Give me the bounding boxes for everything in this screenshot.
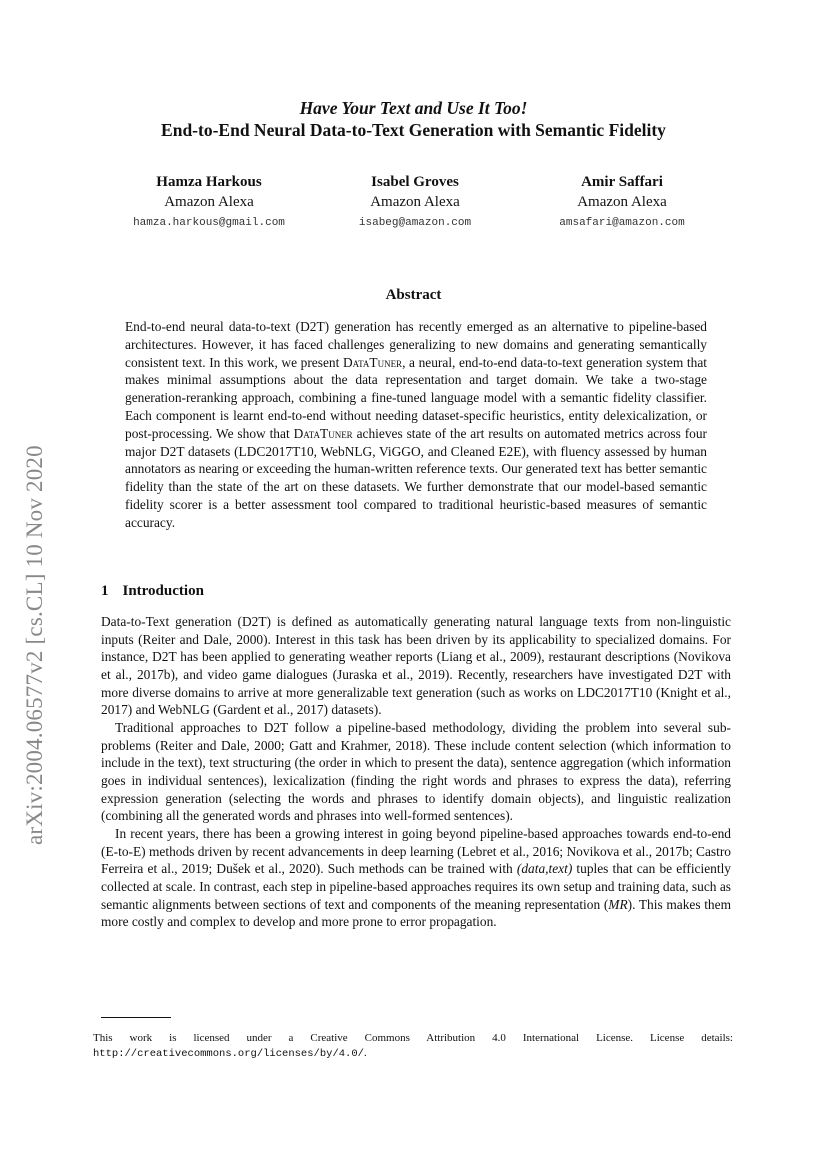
author-email: amsafari@amazon.com <box>559 217 685 229</box>
license-link[interactable]: http://creativecommons.org/licenses/by/4.0/ <box>93 1048 364 1060</box>
footnote-end: . <box>363 1047 367 1059</box>
author-block <box>512 172 732 234</box>
abstract-text: End-to-end neural data-to-text (D2T) generation has recently emerged as an alternative to pipeline-based architectures. However, it has faced challenges generalizing to new domains and generating semantically consistent text. In this work, we present <box>125 319 707 370</box>
system-name: DataTuner <box>293 425 353 441</box>
title-line-1: Have Your Text and Use It Too! <box>299 98 528 118</box>
author-name: Isabel Groves <box>371 174 459 190</box>
author-name: Hamza Harkous <box>156 174 262 190</box>
author-email: isabeg@amazon.com <box>358 217 472 229</box>
paragraph: Traditional approaches to D2T follow a pipeline-based methodology, dividing the problem into several sub-problems (Reiter and Dale, 2000; Gatt and Krahmer, 2018). These include content selection (which information to include in the text), text structuring (the order in which to present the data), sentence aggregation (which information goes in individual sentences), lexicalization (finding the right words and phrases to express the data), referring expression generation (selecting the words and phrases to identify domain objects), and linguistic realization (combining all the generated words and phrases into well-formed sentences). <box>101 719 731 824</box>
introduction-body <box>101 613 731 931</box>
arxiv-identifier: arXiv:2004.06577v2 [cs.CL] 10 Nov 2020 <box>22 445 47 845</box>
author-email: hamza.harkous@gmail.com <box>133 217 285 229</box>
author-affiliation: Amazon Alexa <box>577 194 667 210</box>
author-affiliation: Amazon Alexa <box>370 194 460 210</box>
author-name: Amir Saffari <box>581 174 663 190</box>
paragraph-text: ). This makes them more costly and complex to develop and more prone to error propagation. <box>101 896 731 930</box>
abstract-heading: Abstract <box>385 287 442 303</box>
section-heading <box>101 583 204 600</box>
italic-term: MR <box>608 896 628 912</box>
section-title: Introduction <box>122 583 204 599</box>
author-affiliation: Amazon Alexa <box>164 194 254 210</box>
abstract-text: , a neural, end-to-end data-to-text generation system that makes minimal assumptions about the data representation and target domain. We take a two-stage generation-reranking approach, combining a fine-tuned language model with a semantic fidelity classifier. Each component is learnt end-to-end without needing dataset-specific heuristics, entity delexicalization, or post-processing. We show that <box>125 354 707 441</box>
paragraph-text: In recent years, there has been a growing interest in going beyond pipeline-based approaches towards end-to-end (E-to-E) methods driven by recent advancements in deep learning (Lebret et al., 2016; Novikova et al., 2017b; Castro Ferreira et al., 2019; Dušek et al., 2020). Such methods can be trained with <box>101 825 731 877</box>
section-number: 1 <box>101 583 109 599</box>
abstract-text: achieves state of the art results on automated metrics across four major D2T datasets (LDC2017T10, WebNLG, ViGGO, and Cleaned E2E), with fluency assessed by human annotators as nearing or exceeding the human-written reference texts. Our generated text has better semantic fidelity than the state of the art on these datasets. We further demonstrate that our model-based semantic fidelity scorer is a better assessment tool compared to traditional heuristic-based measures of semantic accuracy. <box>125 425 707 530</box>
footnote-rule <box>101 1017 171 1018</box>
author-block <box>99 172 319 234</box>
abstract-body <box>125 318 707 532</box>
paragraph: Data-to-Text generation (D2T) is defined as automatically generating natural language texts from non-linguistic inputs (Reiter and Dale, 2000). Interest in this task has been driven by its applicability to specialized domains. For instance, D2T has been applied to generating weather reports (Liang et al., 2009), restaurant descriptions (Novikova et al., 2017b), and video game dialogues (Juraska et al., 2019). Recently, researchers have investigated D2T with more diverse domains to arrive at more generalizable text generation (such as works on LDC2017T10 (Knight et al., 2017) and WebNLG (Gardent et al., 2017) datasets). <box>101 614 731 718</box>
paragraph <box>101 825 731 931</box>
italic-term: (data,text) <box>516 861 573 877</box>
footnote <box>93 1031 733 1062</box>
paper-title <box>0 97 827 141</box>
footnote-text: This work is licensed under a Creative Commons Attribution 4.0 International License. License details: <box>93 1032 733 1044</box>
system-name: DataTuner <box>342 354 403 370</box>
paragraph-text: tuples that can be efficiently collected at scale. In contrast, each step in pipeline-based approaches requires its own setup and training data, such as semantic alignments between sections of text and components of the meaning representation ( <box>101 861 731 912</box>
author-block <box>305 172 525 234</box>
title-line-2: End-to-End Neural Data-to-Text Generation with Semantic Fidelity <box>161 120 666 140</box>
